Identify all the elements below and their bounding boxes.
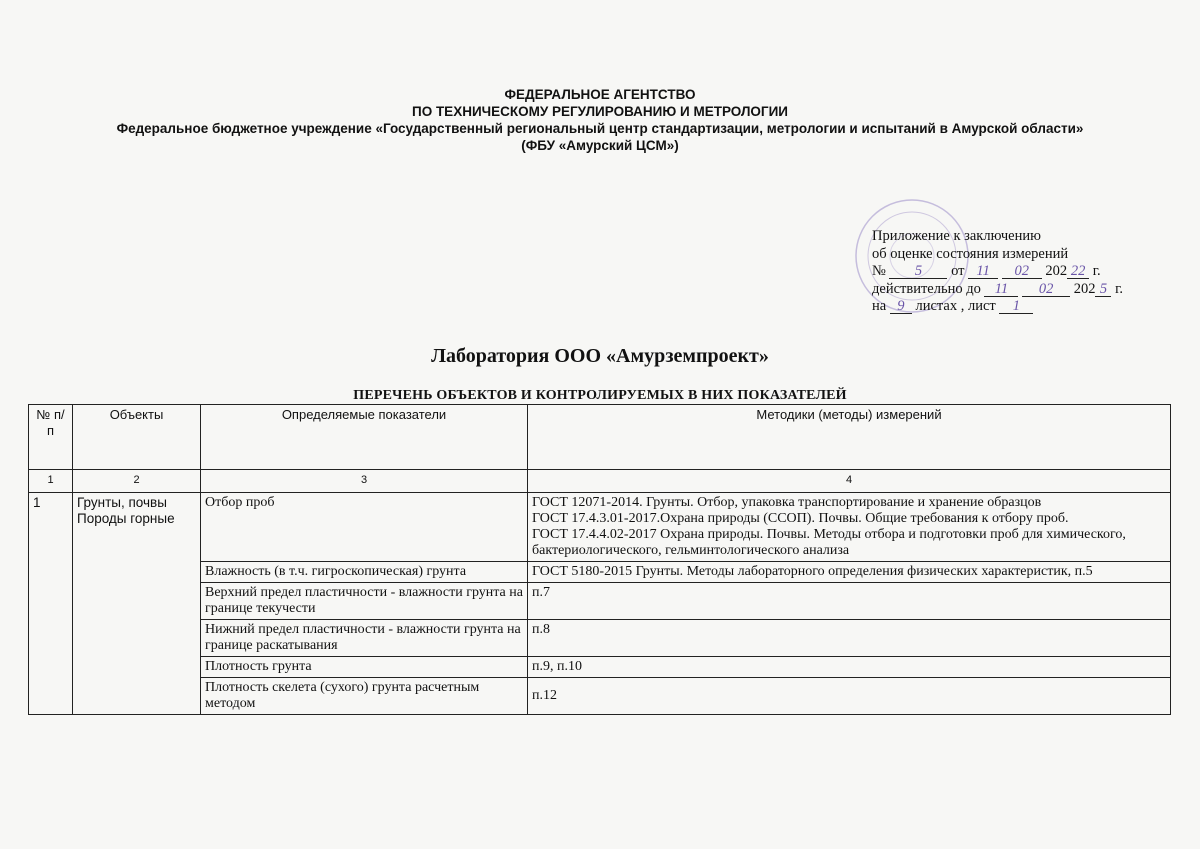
- from-label: от: [951, 263, 965, 279]
- table-row: [29, 562, 1171, 583]
- number-label: №: [872, 263, 886, 279]
- from-day: 11: [968, 264, 998, 279]
- from-month: 02: [1002, 264, 1042, 279]
- list-title: ПЕРЕЧЕНЬ ОБЪЕКТОВ И КОНТРОЛИРУЕМЫХ В НИХ ПОКАЗАТЕЛЕЙ: [353, 388, 847, 403]
- header-methods: Методики (методы) измерений: [528, 405, 1171, 470]
- valid-month: 02: [1022, 282, 1070, 297]
- laboratory-title: Лаборатория ООО «Амурземпроект»: [431, 345, 769, 367]
- table-row: [29, 657, 1171, 678]
- institution-name: Федеральное бюджетное учреждение «Государственный региональный центр стандартизации, метрологии и испытаний в Амурской области»: [116, 121, 1084, 136]
- indicator-cell: Верхний предел пластичности - влажности грунта на границе текучести: [201, 583, 528, 620]
- institution-short-name: (ФБУ «Амурский ЦСМ»): [521, 138, 679, 153]
- indicator-cell: Отбор проб: [201, 493, 528, 562]
- indicator-cell: Влажность (в т.ч. гигроскопическая) грунта: [201, 562, 528, 583]
- row-object: Грунты, почвы Породы горные: [73, 493, 201, 715]
- agency-line-1: ФЕДЕРАЛЬНОЕ АГЕНТСТВО: [504, 87, 696, 102]
- from-year-unit: г.: [1092, 263, 1101, 279]
- from-year-suffix: 22: [1067, 264, 1089, 279]
- row-index: 1: [29, 493, 73, 715]
- appendix-sheets-line: [872, 298, 1123, 316]
- sheet-number: 1: [999, 299, 1033, 314]
- from-year-prefix: 202: [1045, 263, 1068, 279]
- method-cell: п.9, п.10: [528, 657, 1171, 678]
- objects-table: [28, 404, 1171, 715]
- table-row: [29, 493, 1171, 562]
- col-number-1: 1: [29, 470, 73, 493]
- table-header-row: [29, 405, 1171, 470]
- table-row: [29, 583, 1171, 620]
- valid-day: 11: [984, 282, 1018, 297]
- agency-line-2: ПО ТЕХНИЧЕСКОМУ РЕГУЛИРОВАНИЮ И МЕТРОЛОГИИ: [411, 104, 788, 119]
- on-label: на: [872, 298, 887, 314]
- col-number-3: 3: [201, 470, 528, 493]
- valid-year-unit: г.: [1115, 280, 1124, 297]
- valid-year-suffix: 5: [1095, 282, 1111, 297]
- valid-year-prefix: 202: [1073, 280, 1096, 297]
- column-number-row: [29, 470, 1171, 493]
- indicator-cell: Плотность скелета (сухого) грунта расчетным методом: [201, 678, 528, 715]
- appendix-block: [872, 228, 1123, 316]
- appendix-valid-line: [872, 281, 1123, 299]
- method-cell: ГОСТ 12071-2014. Грунты. Отбор, упаковка транспортирование и хранение образцов ГОСТ 17.4.3.01-2017.Охрана природы (ССОП). Почвы. Общие требования к отбору проб. ГОСТ 17.4.4.02-2017 Охрана природы. Почвы. Методы отбора и подготовки проб для химического, бактериологического, гельминтологического анализа: [528, 493, 1171, 562]
- indicator-cell: Плотность грунта: [201, 657, 528, 678]
- header-num: № п/п: [29, 405, 73, 470]
- valid-label: действительно до: [872, 280, 981, 297]
- appendix-line-1: Приложение к заключению: [872, 228, 1041, 244]
- table-row: [29, 620, 1171, 657]
- sheets-count: 9: [890, 299, 912, 314]
- col-number-4: 4: [528, 470, 1171, 493]
- header-indicators: Определяемые показатели: [201, 405, 528, 470]
- method-cell: п.7: [528, 583, 1171, 620]
- appendix-number-line: [872, 263, 1123, 281]
- table-row: [29, 678, 1171, 715]
- col-number-2: 2: [73, 470, 201, 493]
- method-cell: п.12: [528, 678, 1171, 715]
- method-cell: ГОСТ 5180-2015 Грунты. Методы лабораторного определения физических характеристик, п.5: [528, 562, 1171, 583]
- document-header: [0, 86, 1200, 154]
- method-cell: п.8: [528, 620, 1171, 657]
- appendix-line-2: об оценке состояния измерений: [872, 245, 1069, 262]
- indicator-cell: Нижний предел пластичности - влажности грунта на границе раскатывания: [201, 620, 528, 657]
- number-value: 5: [889, 264, 947, 279]
- sheets-label: листах , лист: [915, 298, 996, 314]
- header-objects: Объекты: [73, 405, 201, 470]
